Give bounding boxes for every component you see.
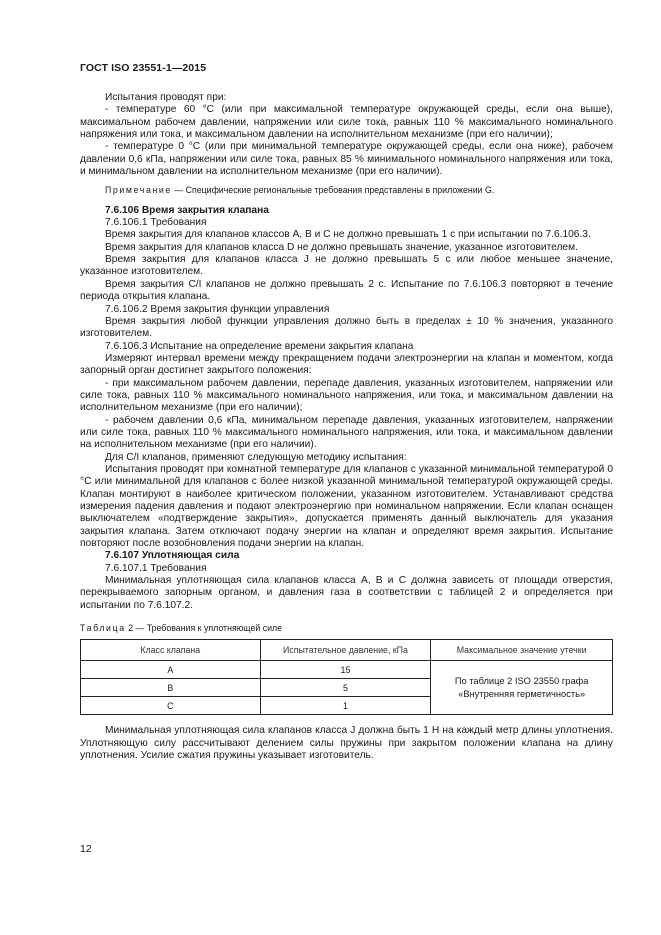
table-caption-text: 2 — Требования к уплотняющей силе: [125, 623, 283, 634]
table-cell-pressure: 15: [260, 661, 431, 679]
table-header-cell: Максимальное значение утечки: [431, 640, 613, 661]
paragraph: Испытания проводят при комнатной температуре для клапанов с указанной минимальной температурой 0 °С или минимальной для клапанов с более низкой указанной минимальной температурой окружающей среды. Клапан монтируют в наиболее критическом положении, указанном изготовителем. Устанавливают средства измерения падения давления и подают электроэнергию при номинальном напряжении. Если клапан оснащен выключателем «подтверждение закрытия», допускается применять данный выключатель для указания закрытия клапана. Затем отключают подачу энергии на клапан и определяют время закрытия. Испытание повторяют после возобновления подачи энергии на клапан.: [80, 463, 613, 550]
paragraph: Время закрытия С/I клапанов не должно превышать 2 с. Испытание по 7.6.106.3 повторяют в течение периода открытия клапана.: [80, 278, 613, 303]
note-label: Примечание: [105, 185, 172, 196]
note: [80, 184, 613, 196]
paragraph: - температуре 0 °С (или при минимальной температуре окружающей среды, если она ниже), рабочем давлении 0,6 кПа, напряжении или силе тока, равных 85 % минимального номинального напряжения или тока, и минимальном давлении на исполнительном механизме (при его наличии).: [80, 141, 613, 178]
paragraph: Измеряют интервал времени между прекращением подачи электроэнергии на клапан и моментом, когда запорный орган достигнет закрытого положения:: [80, 352, 613, 377]
paragraph: - температуре 60 °С (или при максимальной температуре окружающей среды, если она выше), максимальном рабочем давлении, напряжении или силе тока, равных 110 % максимального номинального напряжения или тока, и максимальном давлении на исполнительном механизме (при его наличии);: [80, 104, 613, 141]
table-header-cell: Испытательное давление, кПа: [260, 640, 431, 661]
paragraph: Испытания проводят при:: [105, 92, 227, 103]
paragraph: - рабочем давлении 0,6 кПа, минимальном перепаде давления, указанных изготовителем, напряжении или силе тока, равных 110 % максимального номинального напряжения, или тока, и максимальном давлении на исполнительном механизме (при его наличии).: [80, 414, 613, 451]
paragraph: Время закрытия любой функции управления должно быть в пределах ± 10 % значения, указанного изготовителем.: [80, 315, 613, 340]
table-cell-leakage: [431, 661, 613, 715]
subsection-heading: 7.6.106.2 Время закрытия функции управления: [105, 303, 330, 315]
section-heading: 7.6.107 Уплотняющая сила: [105, 550, 240, 562]
table-header-row: [81, 640, 613, 661]
document-header: ГОСТ ISO 23551-1—2015: [80, 62, 207, 74]
after-table-block: [80, 725, 613, 762]
table-caption-label: Таблица: [80, 623, 126, 634]
paragraph: Время закрытия для клапанов классов А, В и С не должно превышать 1 с при испытании по 7.6.106.3.: [105, 229, 591, 241]
leakage-line: «Внутренняя герметичность»: [458, 688, 586, 699]
paragraph: Для С/I клапанов, применяют следующую методику испытания:: [105, 451, 407, 463]
paragraph: Время закрытия для клапанов класса D не должно превышать значение, указанное изготовителем.: [105, 241, 578, 253]
subsection-heading: 7.6.106.3 Испытание на определение времени закрытия клапана: [105, 340, 414, 352]
table-cell-pressure: 1: [260, 697, 431, 715]
paragraph: Время закрытия для клапанов класса J не должно превышать 5 с или любое меньшее значение, указанное изготовителем.: [80, 254, 613, 278]
table-header-cell: Класс клапана: [81, 640, 261, 661]
subsection-heading: 7.6.106.1 Требования: [105, 217, 207, 229]
note-text: — Специфические региональные требования представлены в приложении G.: [171, 185, 495, 196]
paragraph: - при максимальном рабочем давлении, перепаде давления, указанных изготовителем, напряжении или силе тока, равных 110 % максимального номинального напряжения, или тока, и максимальном давлении на исполнительном механизме (при его наличии);: [80, 377, 613, 414]
document-body: [80, 92, 613, 762]
table-cell-class: С: [81, 697, 261, 715]
leakage-line: По таблице 2 ISO 23550 графа: [454, 676, 589, 687]
page-number: 12: [80, 843, 92, 855]
paragraph: Минимальная уплотняющая сила клапанов класса J должна быть 1 Н на каждый метр длины уплотнения. Уплотняющую силу рассчитывают делением силы пружины при закрытом положении клапана на длину уплотнения. Усилие сжатия пружины указывает изготовитель.: [80, 725, 613, 762]
table-cell-pressure: 5: [260, 679, 431, 697]
paragraph: Минимальная уплотняющая сила клапанов класса А, В и С должна зависеть от площади отверстия, перекрываемого запорным органом, и давления газа в соответствии с таблицей 2 и определяется при испытании по 7.6.107.2.: [80, 575, 613, 611]
table-cell-class: А: [81, 661, 261, 679]
section-heading: 7.6.106 Время закрытия клапана: [105, 204, 269, 216]
subsection-heading: 7.6.107.1 Требования: [105, 562, 207, 574]
table-row: [81, 661, 613, 679]
table-caption: [80, 622, 613, 634]
sealing-force-table: [80, 639, 613, 715]
table-cell-class: В: [81, 679, 261, 697]
